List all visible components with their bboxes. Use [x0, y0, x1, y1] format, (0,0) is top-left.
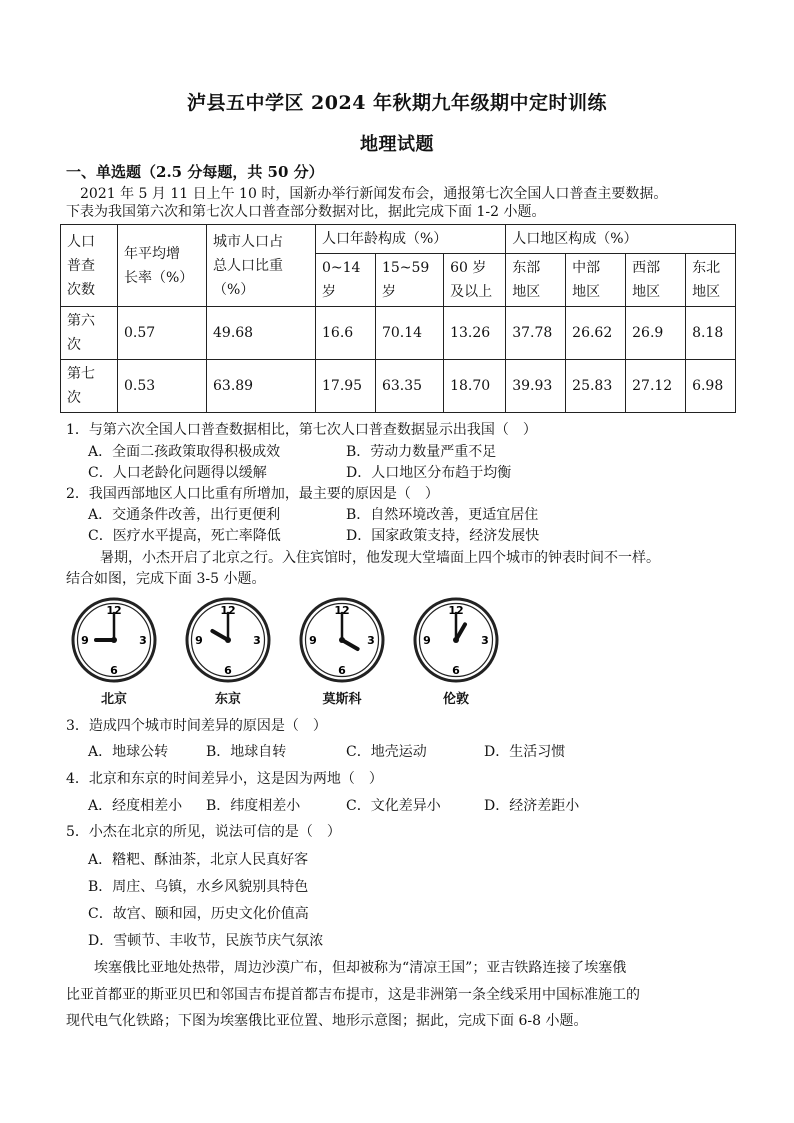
header-growth-line: 长率（%）	[124, 269, 194, 286]
row-label	[61, 307, 118, 360]
question-5-option-a[interactable]: A．糌粑、酥油茶，北京人民真好客	[88, 852, 309, 868]
header-line: 60 岁	[450, 260, 487, 276]
question-3-option-d[interactable]: D．生活习惯	[484, 744, 566, 760]
header-age: 人口年龄构成（%）	[316, 225, 506, 254]
header-region-central	[566, 254, 626, 307]
header-region-west	[626, 254, 686, 307]
question-2-option-d[interactable]: D．国家政策支持，经济发展快	[346, 528, 540, 544]
header-line: 地区	[512, 284, 541, 300]
header-urban-line: 城市人口占	[213, 233, 283, 250]
question-1-option-d[interactable]: D．人口地区分布趋于均衡	[346, 465, 512, 481]
numeral-9: 9	[195, 634, 203, 647]
header-census	[61, 225, 118, 307]
table-row	[61, 360, 736, 413]
question-4-option-c[interactable]: C．文化差异小	[346, 798, 441, 814]
clock-face-icon	[298, 596, 386, 684]
header-census-line: 人口	[67, 233, 95, 250]
table-cell: 25.83	[566, 360, 626, 413]
question-3-option-c[interactable]: C．地壳运动	[346, 744, 427, 760]
clock-face-icon	[70, 596, 158, 684]
header-age-15-59	[375, 254, 443, 307]
exam-subtitle: 地理试题	[360, 134, 434, 155]
numeral-12: 12	[106, 604, 122, 617]
numeral-3: 3	[139, 634, 147, 647]
header-census-line: 普查	[67, 257, 95, 274]
table-cell: 70.14	[375, 307, 443, 360]
header-line: 岁	[381, 284, 396, 300]
header-growth	[118, 225, 207, 307]
row-label-line: 次	[67, 390, 81, 406]
header-line: 地区	[692, 284, 721, 300]
numeral-12: 12	[448, 604, 464, 617]
passage-3-line-1: 埃塞俄比亚地处热带，周边沙漠广布，但却被称为“清凉王国”；亚吉铁路连接了埃塞俄	[94, 960, 627, 976]
table-cell: 8.18	[686, 307, 736, 360]
table-cell: 39.93	[506, 360, 566, 413]
numeral-12: 12	[220, 604, 236, 617]
numeral-6: 6	[224, 664, 232, 677]
header-region: 人口地区构成（%）	[506, 225, 736, 254]
question-2-option-a[interactable]: A．交通条件改善，出行更便利	[88, 507, 281, 523]
table-cell: 0.53	[118, 360, 207, 413]
passage-3-line-2: 比亚首都亚的斯亚贝巴和邻国吉布提首都吉布提市，这是非洲第一条全线采用中国标准施工的	[66, 987, 640, 1003]
header-census-line: 次数	[67, 281, 95, 298]
header-line: 地区	[572, 284, 601, 300]
clock-face-icon	[184, 596, 272, 684]
table-cell: 26.62	[566, 307, 626, 360]
numeral-3: 3	[253, 634, 261, 647]
question-4-stem: 4．北京和东京的时间差异小，这是因为两地（ ）	[66, 771, 383, 787]
header-line: 岁	[322, 284, 336, 300]
question-2-option-b[interactable]: B．自然环境改善，更适宜居住	[346, 507, 539, 523]
clock-tokyo	[184, 596, 272, 707]
header-age-60-plus	[444, 254, 506, 307]
question-1-option-b[interactable]: B．劳动力数量严重不足	[346, 444, 497, 460]
question-2-stem: 2．我国西部地区人口比重有所增加，最主要的原因是（ ）	[66, 486, 439, 502]
header-urban	[207, 225, 316, 307]
question-4-option-b[interactable]: B．纬度相差小	[206, 798, 301, 814]
header-line: 15~59	[381, 260, 430, 276]
table-cell: 63.35	[375, 360, 443, 413]
intro-line-1: 2021 年 5 月 11 日上午 10 时，国新办举行新闻发布会，通报第七次全国人口普查主要数据。	[80, 186, 668, 202]
table-cell: 49.68	[207, 307, 316, 360]
numeral-12: 12	[334, 604, 350, 617]
clock-london	[412, 596, 500, 707]
table-cell: 27.12	[626, 360, 686, 413]
header-line: 中部	[572, 260, 601, 276]
table-cell: 18.70	[444, 360, 506, 413]
question-3-option-b[interactable]: B．地球自转	[206, 744, 287, 760]
question-5-option-b[interactable]: B．周庄、乌镇，水乡风貌别具特色	[88, 879, 309, 895]
question-5-option-c[interactable]: C．故宫、颐和园，历史文化价值高	[88, 906, 309, 922]
numeral-9: 9	[309, 634, 317, 647]
header-line: 0~14	[322, 260, 361, 276]
table-cell: 6.98	[686, 360, 736, 413]
numeral-6: 6	[338, 664, 346, 677]
header-line: 西部	[632, 260, 661, 276]
numeral-6: 6	[452, 664, 460, 677]
census-table	[60, 224, 736, 413]
passage-3-line-3: 现代电气化铁路；下图为埃塞俄比亚位置、地形示意图；据此，完成下面 6-8 小题。	[66, 1013, 588, 1029]
clock-face-icon	[412, 596, 500, 684]
header-region-northeast	[686, 254, 736, 307]
question-5-option-d[interactable]: D．雪顿节、丰收节，民族节庆气氛浓	[88, 933, 324, 949]
numeral-3: 3	[367, 634, 375, 647]
question-1-stem: 1．与第六次全国人口普查数据相比，第七次人口普查数据显示出我国（ ）	[66, 422, 537, 438]
question-5-stem: 5．小杰在北京的所见，说法可信的是（ ）	[66, 824, 341, 840]
passage-2-line-2: 结合如图，完成下面 3-5 小题。	[66, 571, 266, 587]
numeral-6: 6	[110, 664, 118, 677]
table-cell: 13.26	[444, 307, 506, 360]
table-cell: 26.9	[626, 307, 686, 360]
question-3-option-a[interactable]: A．地球公转	[88, 744, 169, 760]
clock-moscow	[298, 596, 386, 707]
table-cell: 37.78	[506, 307, 566, 360]
header-urban-line: 总人口比重	[213, 257, 283, 274]
numeral-9: 9	[423, 634, 431, 647]
table-cell: 63.89	[207, 360, 316, 413]
header-age-0-14	[316, 254, 376, 307]
section-heading: 一、单选题（2.5 分每题，共 50 分）	[66, 163, 324, 181]
question-2-option-c[interactable]: C．医疗水平提高，死亡率降低	[88, 528, 281, 544]
clock-beijing	[70, 596, 158, 707]
header-line: 东北	[692, 260, 721, 276]
intro-line-2: 下表为我国第六次和第七次人口普查部分数据对比，据此完成下面 1-2 小题。	[66, 204, 546, 220]
header-growth-line: 年平均增	[124, 245, 180, 262]
question-1-option-c[interactable]: C．人口老龄化问题得以缓解	[88, 465, 267, 481]
clock-city-label: 北京	[100, 692, 127, 707]
row-label-line: 次	[67, 337, 81, 353]
question-3-stem: 3．造成四个城市时间差异的原因是（ ）	[66, 718, 327, 734]
header-line: 东部	[512, 260, 541, 276]
numeral-3: 3	[481, 634, 489, 647]
header-line: 及以上	[450, 284, 493, 300]
table-row	[61, 307, 736, 360]
header-line: 地区	[632, 284, 661, 300]
world-clocks-figure	[70, 596, 510, 706]
clock-city-label: 伦敦	[442, 692, 469, 707]
question-1-option-a[interactable]: A．全面二孩政策取得积极成效	[88, 444, 281, 460]
table-cell: 0.57	[118, 307, 207, 360]
row-label-line: 第六	[67, 313, 95, 329]
row-label-line: 第七	[67, 366, 95, 382]
exam-title: 泸县五中学区 2024 年秋期九年级期中定时训练	[186, 92, 608, 114]
row-label	[61, 360, 118, 413]
passage-2-line-1: 暑期，小杰开启了北京之行。入住宾馆时，他发现大堂墙面上四个城市的钟表时间不一样。	[100, 550, 660, 566]
numeral-9: 9	[81, 634, 89, 647]
clock-city-label: 莫斯科	[322, 692, 362, 707]
question-4-option-a[interactable]: A．经度相差小	[88, 798, 183, 814]
header-region-east	[506, 254, 566, 307]
question-4-option-d[interactable]: D．经济差距小	[484, 798, 580, 814]
clock-city-label: 东京	[214, 692, 241, 707]
table-cell: 16.6	[316, 307, 376, 360]
header-urban-line: （%）	[213, 281, 255, 298]
table-cell: 17.95	[316, 360, 376, 413]
